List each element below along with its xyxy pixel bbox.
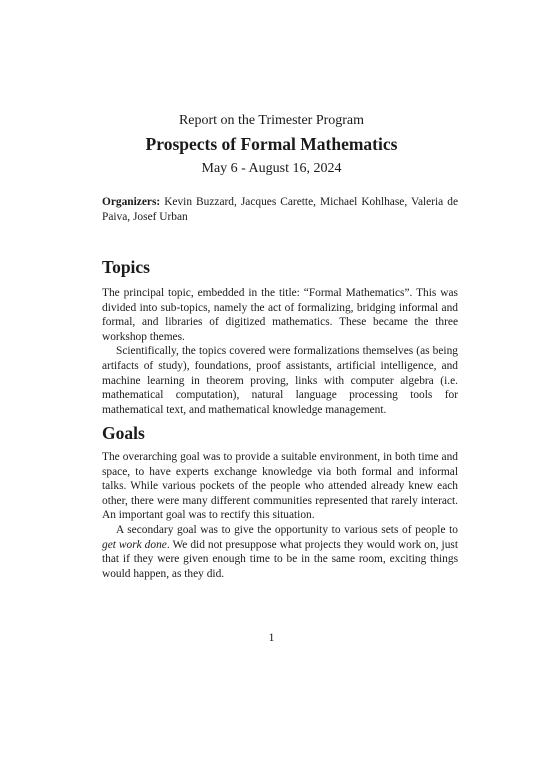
document-title: Prospects of Formal Mathematics <box>145 134 398 154</box>
title-block <box>0 112 543 178</box>
goals-body <box>102 450 458 581</box>
goals-emphasis: get work done <box>102 538 167 551</box>
goals-paragraph-2-end: . We did not presuppose what projects they would work on, just that if they were given enough time to be in the same room, exciting things would happen, as they did. <box>102 538 458 580</box>
topics-paragraph-1: The principal topic, embedded in the title: “Formal Mathematics”. This was divided into sub-topics, namely the act of formalizing, bridging informal and formal, and libraries of digitized mathematics. These became the three workshop themes. <box>102 287 458 343</box>
report-label: Report on the Trimester Program <box>178 113 365 128</box>
topics-heading: Topics <box>102 257 150 277</box>
organizers-label: Organizers: <box>102 196 161 208</box>
goals-paragraph-2-start: A secondary goal was to give the opportunity to various sets of people to <box>116 523 458 536</box>
goals-heading: Goals <box>102 423 145 443</box>
organizers-names: Kevin Buzzard, Jacques Carette, Michael Kohlhase, Valeria de Paiva, Josef Urban <box>102 196 458 223</box>
topics-paragraph-2: Scientifically, the topics covered were formalizations themselves (as being artifacts of study), foundations, proof assistants, artificial intelligence, and machine learning in theorem proving, links with computer algebra (i.e. mathematical computation), natural language processing tools for mathematical text, and mathematical knowledge management. <box>102 345 458 416</box>
goals-paragraph-2 <box>102 523 458 581</box>
goals-paragraph-1: The overarching goal was to provide a suitable environment, in both time and space, to have experts exchange knowledge via both formal and informal talks. While various pockets of the people who attended already knew each other, there were many different communities represented that rarely interact. An important goal was to rectify this situation. <box>102 451 458 522</box>
topics-body <box>102 286 458 417</box>
page-number: 1 <box>268 630 275 644</box>
program-dates: May 6 - August 16, 2024 <box>201 161 342 176</box>
organizers-paragraph <box>102 195 458 224</box>
